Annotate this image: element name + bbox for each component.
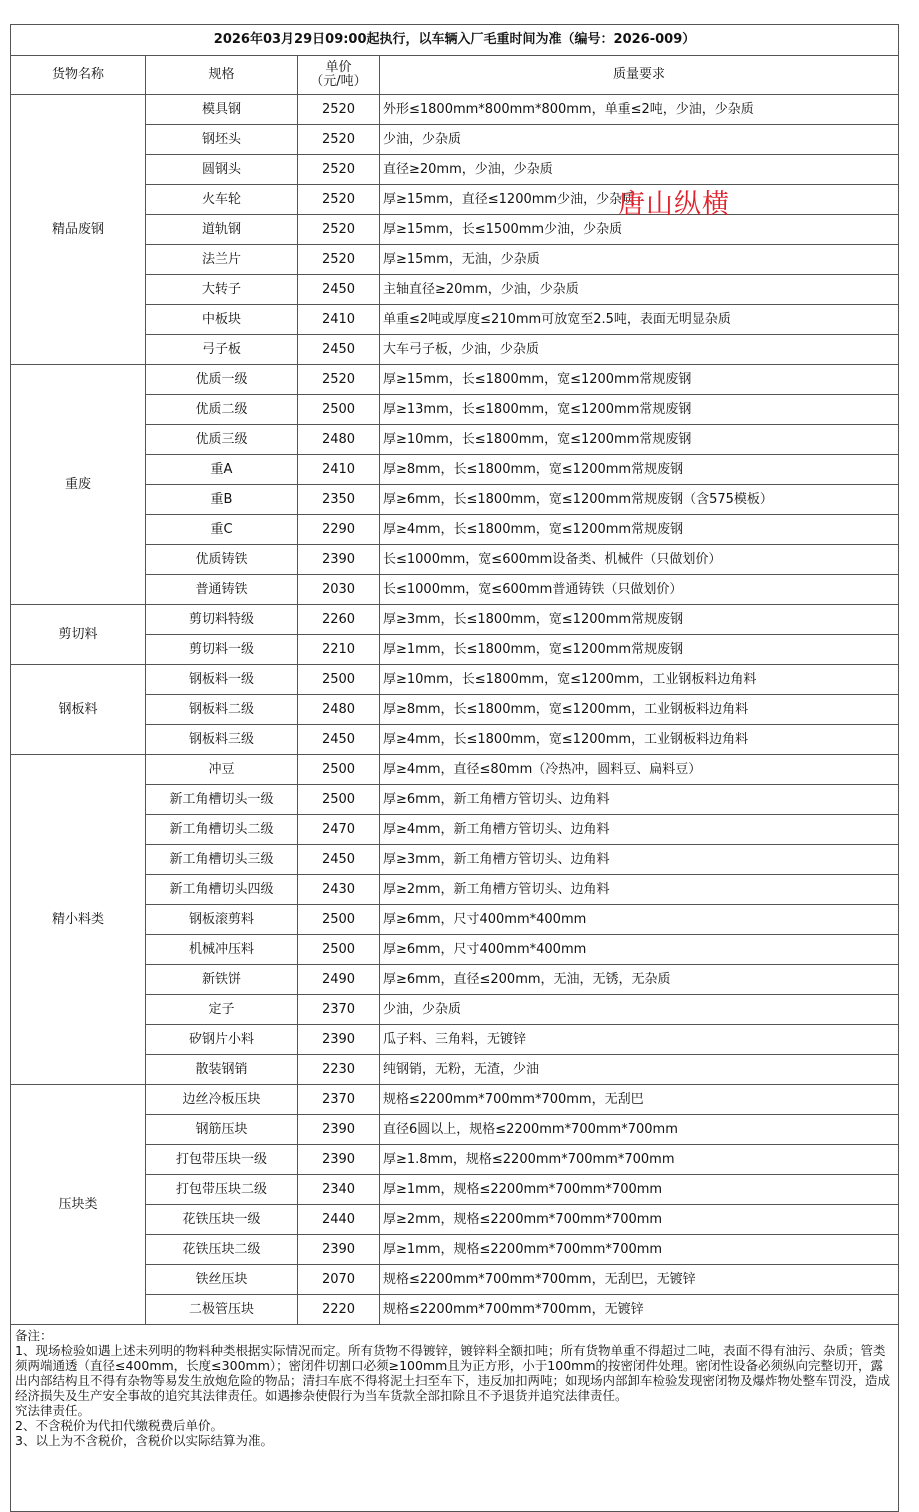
requirement-cell: 厚≥15mm，长≤1800mm，宽≤1200mm常规废钢 bbox=[380, 365, 899, 395]
requirement-cell: 厚≥15mm，长≤1500mm少油，少杂质 bbox=[380, 215, 899, 245]
notes-row bbox=[11, 1325, 899, 1512]
spec-cell: 重A bbox=[146, 455, 298, 485]
spec-cell: 钢板料三级 bbox=[146, 725, 298, 755]
requirement-cell: 厚≥6mm，长≤1800mm，宽≤1200mm常规废钢（含575模板） bbox=[380, 485, 899, 515]
spec-cell: 钢坯头 bbox=[146, 125, 298, 155]
price-cell: 2490 bbox=[298, 965, 380, 995]
spec-cell: 打包带压块一级 bbox=[146, 1145, 298, 1175]
requirement-cell: 厚≥6mm，尺寸400mm*400mm bbox=[380, 935, 899, 965]
requirement-cell: 规格≤2200mm*700mm*700mm，无镀锌 bbox=[380, 1295, 899, 1325]
requirement-cell: 厚≥13mm，长≤1800mm，宽≤1200mm常规废钢 bbox=[380, 395, 899, 425]
spec-cell: 普通铸铁 bbox=[146, 575, 298, 605]
price-cell: 2500 bbox=[298, 755, 380, 785]
requirement-cell: 厚≥8mm，长≤1800mm，宽≤1200mm，工业钢板料边角料 bbox=[380, 695, 899, 725]
requirement-cell: 瓜子料、三角料，无镀锌 bbox=[380, 1025, 899, 1055]
price-cell: 2390 bbox=[298, 1115, 380, 1145]
spec-cell: 二极管压块 bbox=[146, 1295, 298, 1325]
requirement-cell: 厚≥1mm，规格≤2200mm*700mm*700mm bbox=[380, 1175, 899, 1205]
spec-cell: 钢筋压块 bbox=[146, 1115, 298, 1145]
spec-cell: 新工角槽切头二级 bbox=[146, 815, 298, 845]
spec-cell: 钢板滚剪料 bbox=[146, 905, 298, 935]
table-row bbox=[11, 605, 899, 635]
spec-cell: 剪切料一级 bbox=[146, 635, 298, 665]
price-cell: 2410 bbox=[298, 305, 380, 335]
spec-cell: 边丝冷板压块 bbox=[146, 1085, 298, 1115]
requirement-cell: 厚≥2mm，新工角槽方管切头、边角料 bbox=[380, 875, 899, 905]
requirement-cell: 厚≥3mm，新工角槽方管切头、边角料 bbox=[380, 845, 899, 875]
header-name: 货物名称 bbox=[11, 56, 146, 95]
price-cell: 2520 bbox=[298, 215, 380, 245]
requirement-cell: 厚≥6mm，直径≤200mm，无油，无锈，无杂质 bbox=[380, 965, 899, 995]
price-cell: 2480 bbox=[298, 425, 380, 455]
requirement-cell: 直径≥20mm，少油，少杂质 bbox=[380, 155, 899, 185]
spec-cell: 圆钢头 bbox=[146, 155, 298, 185]
requirement-cell: 大车弓子板，少油，少杂质 bbox=[380, 335, 899, 365]
requirement-cell: 长≤1000mm，宽≤600mm设备类、机械件（只做划价） bbox=[380, 545, 899, 575]
requirement-cell: 单重≤2吨或厚度≤210mm可放宽至2.5吨，表面无明显杂质 bbox=[380, 305, 899, 335]
spec-cell: 冲豆 bbox=[146, 755, 298, 785]
requirement-cell: 外形≤1800mm*800mm*800mm，单重≤2吨，少油，少杂质 bbox=[380, 95, 899, 125]
price-cell: 2350 bbox=[298, 485, 380, 515]
requirement-cell: 厚≥4mm，长≤1800mm，宽≤1200mm常规废钢 bbox=[380, 515, 899, 545]
requirement-cell: 厚≥6mm，尺寸400mm*400mm bbox=[380, 905, 899, 935]
price-cell: 2520 bbox=[298, 155, 380, 185]
spec-cell: 机械冲压料 bbox=[146, 935, 298, 965]
price-cell: 2450 bbox=[298, 845, 380, 875]
table-row bbox=[11, 95, 899, 125]
sheet-title: 2026年03月29日09:00起执行，以车辆入厂毛重时间为准（编号：2026-009） bbox=[11, 25, 899, 56]
spec-cell: 道轨钢 bbox=[146, 215, 298, 245]
price-cell: 2210 bbox=[298, 635, 380, 665]
note-line-4: 3、以上为不含税价，含税价以实际结算为准。 bbox=[15, 1433, 273, 1448]
price-sheet bbox=[10, 24, 898, 1512]
price-cell: 2230 bbox=[298, 1055, 380, 1085]
requirement-cell: 厚≥10mm，长≤1800mm，宽≤1200mm常规废钢 bbox=[380, 425, 899, 455]
header-spec: 规格 bbox=[146, 56, 298, 95]
spec-cell: 钢板料一级 bbox=[146, 665, 298, 695]
spec-cell: 新工角槽切头四级 bbox=[146, 875, 298, 905]
price-cell: 2520 bbox=[298, 245, 380, 275]
price-cell: 2340 bbox=[298, 1175, 380, 1205]
category-cell: 精小料类 bbox=[11, 755, 146, 1085]
note-line-2: 究法律责任。 bbox=[15, 1403, 91, 1418]
price-cell: 2520 bbox=[298, 125, 380, 155]
price-cell: 2370 bbox=[298, 995, 380, 1025]
requirement-cell: 厚≥4mm，长≤1800mm，宽≤1200mm，工业钢板料边角料 bbox=[380, 725, 899, 755]
spec-cell: 优质一级 bbox=[146, 365, 298, 395]
note-line-1: 1、现场检验如遇上述未列明的物料种类根据实际情况而定。所有货物不得镀锌，镀锌料全额扣吨；所有货物单重不得超过二吨，表面不得有油污、杂质；管类须两端通透（直径≤400mm，长度≤300mm）；密闭件切割口必须≥100mm且为正方形，小于100mm的按密闭件处理。密闭性设备必须纵向完整切开，露出内部结构且不得有杂物等易发生放炮危险的物品；清扫车底不得将泥土扫至车下，违反加扣两吨；如现场内部卸车检验发现密闭物及爆炸物处整车罚没，造成经济损失及生产安全事故的追究其法律责任。如遇掺杂使假行为当车货款全部扣除且不予退货并追究法律责任。 bbox=[15, 1343, 891, 1403]
requirement-cell: 厚≥15mm，无油，少杂质 bbox=[380, 245, 899, 275]
requirement-cell: 少油，少杂质 bbox=[380, 125, 899, 155]
price-cell: 2370 bbox=[298, 1085, 380, 1115]
requirement-cell: 厚≥4mm，直径≤80mm（冷热冲，圆料豆、扁料豆） bbox=[380, 755, 899, 785]
price-cell: 2520 bbox=[298, 185, 380, 215]
requirement-cell: 厚≥6mm，新工角槽方管切头、边角料 bbox=[380, 785, 899, 815]
price-cell: 2480 bbox=[298, 695, 380, 725]
note-line-3: 2、不含税价为代扣代缴税费后单价。 bbox=[15, 1418, 223, 1433]
spec-cell: 优质铸铁 bbox=[146, 545, 298, 575]
spec-cell: 法兰片 bbox=[146, 245, 298, 275]
price-cell: 2220 bbox=[298, 1295, 380, 1325]
category-cell: 精品废钢 bbox=[11, 95, 146, 365]
notes-label: 备注： bbox=[15, 1328, 53, 1343]
requirement-cell: 主轴直径≥20mm，少油，少杂质 bbox=[380, 275, 899, 305]
price-cell: 2500 bbox=[298, 395, 380, 425]
spec-cell: 新工角槽切头一级 bbox=[146, 785, 298, 815]
price-table bbox=[10, 24, 899, 1512]
spec-cell: 花铁压块一级 bbox=[146, 1205, 298, 1235]
price-cell: 2500 bbox=[298, 665, 380, 695]
spec-cell: 模具钢 bbox=[146, 95, 298, 125]
price-cell: 2450 bbox=[298, 335, 380, 365]
requirement-cell: 直径6圆以上，规格≤2200mm*700mm*700mm bbox=[380, 1115, 899, 1145]
table-row bbox=[11, 1085, 899, 1115]
category-cell: 钢板料 bbox=[11, 665, 146, 755]
spec-cell: 优质三级 bbox=[146, 425, 298, 455]
price-cell: 2500 bbox=[298, 935, 380, 965]
spec-cell: 散装钢销 bbox=[146, 1055, 298, 1085]
spec-cell: 重C bbox=[146, 515, 298, 545]
category-cell: 压块类 bbox=[11, 1085, 146, 1325]
notes-cell bbox=[11, 1325, 899, 1512]
requirement-cell: 厚≥3mm，长≤1800mm，宽≤1200mm常规废钢 bbox=[380, 605, 899, 635]
price-cell: 2500 bbox=[298, 905, 380, 935]
price-cell: 2390 bbox=[298, 1025, 380, 1055]
spec-cell: 钢板料二级 bbox=[146, 695, 298, 725]
requirement-cell: 厚≥8mm，长≤1800mm，宽≤1200mm常规废钢 bbox=[380, 455, 899, 485]
spec-cell: 剪切料特级 bbox=[146, 605, 298, 635]
header-price bbox=[298, 56, 380, 95]
price-cell: 2290 bbox=[298, 515, 380, 545]
price-cell: 2390 bbox=[298, 1235, 380, 1265]
spec-cell: 新铁饼 bbox=[146, 965, 298, 995]
price-cell: 2520 bbox=[298, 365, 380, 395]
spec-cell: 火车轮 bbox=[146, 185, 298, 215]
header-row bbox=[11, 56, 899, 95]
spec-cell: 大转子 bbox=[146, 275, 298, 305]
requirement-cell: 厚≥4mm，新工角槽方管切头、边角料 bbox=[380, 815, 899, 845]
requirement-cell: 规格≤2200mm*700mm*700mm，无刮巴，无镀锌 bbox=[380, 1265, 899, 1295]
table-row bbox=[11, 365, 899, 395]
price-cell: 2430 bbox=[298, 875, 380, 905]
spec-cell: 定子 bbox=[146, 995, 298, 1025]
requirement-cell: 纯钢销，无粉，无渣，少油 bbox=[380, 1055, 899, 1085]
requirement-cell: 厚≥15mm，直径≤1200mm少油，少杂质 bbox=[380, 185, 899, 215]
requirement-cell: 厚≥1mm，规格≤2200mm*700mm*700mm bbox=[380, 1235, 899, 1265]
requirement-cell: 长≤1000mm，宽≤600mm普通铸铁（只做划价） bbox=[380, 575, 899, 605]
category-cell: 重废 bbox=[11, 365, 146, 605]
requirement-cell: 厚≥2mm，规格≤2200mm*700mm*700mm bbox=[380, 1205, 899, 1235]
requirement-cell: 厚≥10mm，长≤1800mm，宽≤1200mm，工业钢板料边角料 bbox=[380, 665, 899, 695]
spec-cell: 新工角槽切头三级 bbox=[146, 845, 298, 875]
spec-cell: 弓子板 bbox=[146, 335, 298, 365]
requirement-cell: 厚≥1mm，长≤1800mm，宽≤1200mm常规废钢 bbox=[380, 635, 899, 665]
header-price-unit: （元/吨） bbox=[310, 74, 367, 89]
spec-cell: 优质二级 bbox=[146, 395, 298, 425]
table-row bbox=[11, 755, 899, 785]
requirement-cell: 厚≥1.8mm，规格≤2200mm*700mm*700mm bbox=[380, 1145, 899, 1175]
spec-cell: 打包带压块二级 bbox=[146, 1175, 298, 1205]
header-quality: 质量要求 bbox=[380, 56, 899, 95]
title-row bbox=[11, 25, 899, 56]
spec-cell: 中板块 bbox=[146, 305, 298, 335]
price-cell: 2440 bbox=[298, 1205, 380, 1235]
price-cell: 2450 bbox=[298, 725, 380, 755]
price-cell: 2450 bbox=[298, 275, 380, 305]
header-price-label: 单价 bbox=[325, 60, 352, 75]
spec-cell: 花铁压块二级 bbox=[146, 1235, 298, 1265]
category-cell: 剪切料 bbox=[11, 605, 146, 665]
price-cell: 2070 bbox=[298, 1265, 380, 1295]
price-cell: 2030 bbox=[298, 575, 380, 605]
price-cell: 2470 bbox=[298, 815, 380, 845]
price-cell: 2500 bbox=[298, 785, 380, 815]
price-cell: 2520 bbox=[298, 95, 380, 125]
watermark-text: 唐山纵横 bbox=[618, 189, 730, 220]
table-row bbox=[11, 665, 899, 695]
requirement-cell: 规格≤2200mm*700mm*700mm，无刮巴 bbox=[380, 1085, 899, 1115]
spec-cell: 铁丝压块 bbox=[146, 1265, 298, 1295]
price-cell: 2260 bbox=[298, 605, 380, 635]
price-cell: 2390 bbox=[298, 1145, 380, 1175]
price-cell: 2390 bbox=[298, 545, 380, 575]
spec-cell: 矽钢片小料 bbox=[146, 1025, 298, 1055]
spec-cell: 重B bbox=[146, 485, 298, 515]
price-cell: 2410 bbox=[298, 455, 380, 485]
requirement-cell: 少油，少杂质 bbox=[380, 995, 899, 1025]
table-body bbox=[11, 95, 899, 1325]
